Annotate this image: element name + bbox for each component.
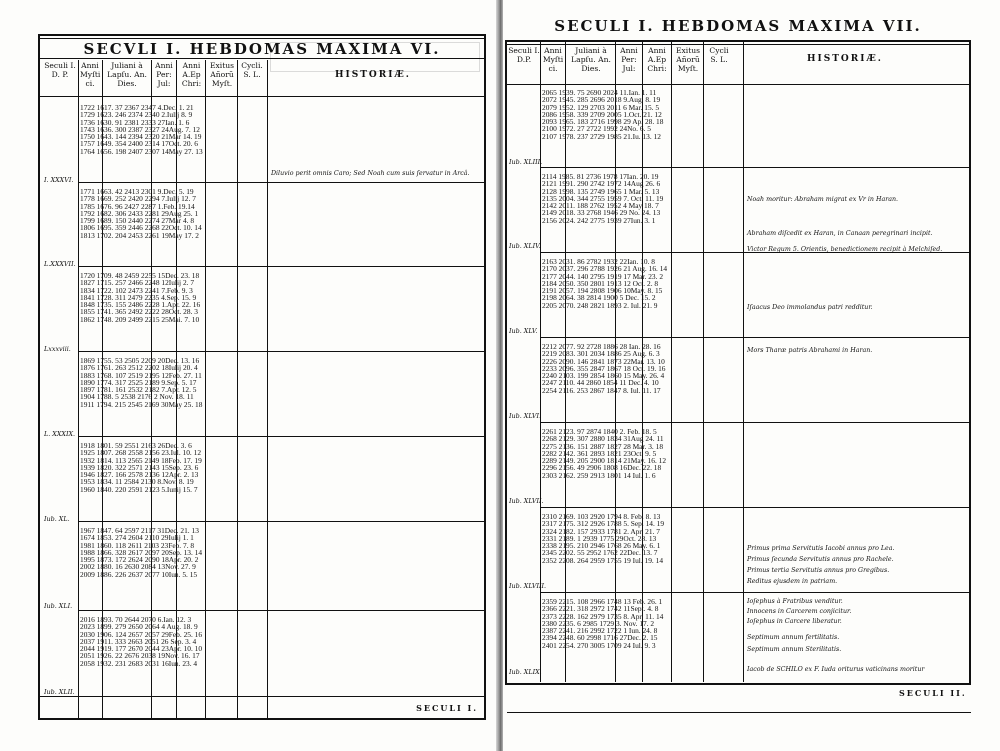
table-row: 2093 1965. 183 2716 1998 29 Ap. 28. 18 bbox=[542, 117, 664, 127]
left-page bbox=[0, 0, 497, 751]
top-rule bbox=[507, 42, 969, 45]
col-header-anni-mystici: Anni Myſti ci. bbox=[542, 46, 564, 73]
header-rule bbox=[40, 96, 484, 97]
table-row: 2289 2149. 205 2900 1814 21May. 16. 12 bbox=[542, 456, 667, 466]
table-row: 2198 2064. 38 2814 1900 5 Dec. 15. 2 bbox=[542, 293, 656, 303]
table-row: 1890 1774. 317 2525 2189 9.Sep. 5. 17 bbox=[80, 377, 197, 387]
table-row: 2226 2090. 146 2841 1873 22Mar. 13. 10 bbox=[542, 356, 665, 366]
group-rule bbox=[540, 252, 969, 253]
group-rule bbox=[78, 521, 484, 522]
history-note: Septimum annum fertilitatis. bbox=[747, 634, 840, 641]
table-row: 2366 2221. 318 2972 1742 11Sept. 4. 8 bbox=[542, 604, 659, 614]
table-row: 2023 1899. 279 2650 2064 4 Aug. 18. 9 bbox=[80, 622, 198, 632]
history-note: Abraham diſcedit ex Haran, in Canaan peregrinari incipit. bbox=[747, 230, 933, 237]
jubilee-label: Iub. XLVI. bbox=[509, 412, 541, 420]
table-row: 1995 1873. 172 2624 2090 18Apr. 20. 2 bbox=[80, 555, 199, 565]
table-row: 2233 2096. 355 2847 1867 18 Oct. 19. 16 bbox=[542, 363, 666, 373]
col-header-exitus: Exitus Añorũ Myſt. bbox=[209, 61, 235, 88]
jubilee-label: Iub. XLVII. bbox=[509, 497, 544, 505]
history-note: Ioſephus in Carcere liberatur. bbox=[747, 618, 842, 625]
col-header-seculi: Seculi I. D. P. bbox=[44, 61, 76, 79]
table-row: 2121 1991. 290 2742 1972 14Aug 26. 6 bbox=[542, 179, 661, 189]
col-divider bbox=[78, 60, 79, 720]
table-row: 1785 1676. 96 2427 2287 1.Feb. 19.14 bbox=[80, 201, 195, 211]
table-row: 2254 2116. 253 2867 1847 8. Iul. 11. 17 bbox=[542, 385, 661, 395]
table-rows bbox=[80, 104, 203, 155]
table-row: 2128 1998. 135 2749 1965 1 Mar. 5. 13 bbox=[542, 186, 660, 196]
col-header-anni-per-jul: Anni Per: Jul: bbox=[620, 46, 638, 73]
table-row: 2282 2142. 361 2893 1821 23Oct. 9. 5 bbox=[542, 448, 657, 458]
table-row: 1792 1682. 306 2433 2281 29Aug 25. 1 bbox=[80, 208, 199, 218]
table-row: 2009 1886. 226 2637 2077 10Iun. 5. 15 bbox=[80, 569, 198, 579]
col-header-exitus: Exitus Añorũ Myſt. bbox=[675, 46, 701, 73]
table-row: 2373 2228. 162 2979 1735 8. Apr. 11. 14 bbox=[542, 611, 664, 621]
jubilee-label: Iub. XLVIII. bbox=[509, 582, 547, 590]
table-row: 2219 2083. 301 2034 1886 25 Aug. 6. 3 bbox=[542, 349, 660, 359]
table-row: 1813 1702. 204 2453 2261 19May 17. 2 bbox=[80, 230, 199, 240]
table-row: 1862 1748. 209 2499 2215 25Mai. 7. 10 bbox=[80, 314, 200, 324]
col-divider bbox=[205, 60, 206, 720]
table-row: 1953 1834. 11 2584 2130 8.Nov. 8. 19 bbox=[80, 477, 194, 487]
historiae-heading: HISTORIÆ. bbox=[807, 54, 883, 64]
table-row: 2401 2254. 270 3005 1709 24 Iul. 9. 3 bbox=[542, 640, 656, 650]
table-row: 1736 1630. 91 2381 2333 27Ian. 1. 6 bbox=[80, 117, 190, 127]
table-row: 2170 2037. 296 2788 1926 21 Aug. 16. 14 bbox=[542, 264, 668, 274]
table-rows bbox=[80, 188, 202, 239]
table-rows bbox=[542, 89, 663, 140]
table-row: 1806 1695. 359 2446 2268 22Oct. 10. 14 bbox=[80, 223, 202, 233]
table-row: 2135 2004. 344 2755 1959 7. Oct. 11. 19 bbox=[542, 193, 664, 203]
table-row: 2002 1880. 16 2630 2084 13Nov. 27. 9 bbox=[80, 562, 196, 572]
history-note: Primus ſecunda Servitutis annus pro Rachele. bbox=[747, 556, 894, 563]
table-row: 1778 1669. 252 2420 2294 7.Iulij 12. 7 bbox=[80, 194, 196, 204]
table-row: 1946 1827. 166 2578 2136 12Apr. 2. 13 bbox=[80, 470, 199, 480]
jubilee-label: L. XXXIX. bbox=[44, 430, 76, 438]
col-header-cycli: Cycli S. L. bbox=[709, 46, 729, 64]
table-row: 1897 1781. 161 2532 2182 7.Apr. 12. 5 bbox=[80, 385, 197, 395]
table-row: 2114 1985. 81 2736 1978 17Ian. 20. 19 bbox=[542, 172, 659, 181]
table-rows bbox=[80, 527, 202, 578]
table-row: 2030 1906. 124 2657 2057 29Feb. 25. 16 bbox=[80, 629, 203, 639]
footer-rule bbox=[40, 696, 484, 697]
table-row: 1848 1735. 155 2486 2228 1.Apr. 22. 16 bbox=[80, 300, 201, 310]
table-row: 1876 1761. 263 2512 2202 18Iulij 20. 4 bbox=[80, 363, 198, 373]
table-rows bbox=[542, 173, 663, 224]
table-row: 1988 1866. 328 2617 2097 20Sep. 13. 14 bbox=[80, 547, 203, 557]
history-note: Reditus ejusdem in patriam. bbox=[747, 578, 838, 585]
history-note: Noah moritur: Abraham migrat ex Vr in Haran. bbox=[747, 196, 899, 203]
col-divider bbox=[671, 42, 672, 682]
table-row: 1764 1656. 198 2407 2307 14May 27. 13 bbox=[80, 146, 203, 156]
col-header-anni-ep-chri: Anni A.Ep Chri: bbox=[181, 61, 202, 88]
table-row: 2324 2182. 157 2933 1781 2. Apr. 21. 7 bbox=[542, 526, 660, 536]
table-row: 2142 2011. 188 2762 1952 4 May 18. 7 bbox=[542, 201, 659, 211]
table-rows bbox=[542, 598, 663, 649]
group-rule bbox=[78, 266, 484, 267]
history-note: Septimum annum Sterilitatis. bbox=[747, 646, 842, 653]
table-row: 2296 2156. 49 2906 1808 16Dec. 22. 18 bbox=[542, 463, 662, 473]
page-title: SECVLI I. HEBDOMAS MAXIMA VI. bbox=[40, 39, 484, 59]
table-row: 1967 1847. 64 2597 2117 31Dec. 21. 13 bbox=[80, 526, 199, 535]
table-row: 1841 1728. 311 2479 2235 4.Sep. 15. 9 bbox=[80, 292, 197, 302]
group-rule bbox=[540, 167, 969, 168]
jubilee-label: I. XXXVI. bbox=[44, 176, 74, 184]
jubilee-label: Iub. XLI. bbox=[44, 602, 73, 610]
table-row: 1827 1715. 257 2466 2248 12Iulij 2. 7 bbox=[80, 278, 195, 288]
col-header-seculi: Seculi I. D.P. bbox=[508, 46, 540, 64]
col-header-juliani: Juliani à Lapſu. An. Dies. bbox=[107, 61, 147, 88]
history-note: Primus tertia Servitutis annus pro Gregibus. bbox=[747, 567, 890, 574]
table-row: 1932 1814. 113 2565 2149 18Feb. 17. 19 bbox=[80, 455, 202, 465]
table-row: 2317 2175. 312 2926 1788 5. Sep. 14. 19 bbox=[542, 519, 665, 529]
table-row: 2177 2044. 140 2795 1919 17 Mar. 23. 2 bbox=[542, 271, 664, 281]
table-row: 2380 2235. 6 2985 1729 3. Nov. 17. 2 bbox=[542, 618, 655, 628]
group-rule bbox=[78, 182, 484, 183]
table-row: 1911 1794. 215 2545 2169 30May 25. 18 bbox=[80, 399, 203, 409]
group-rule bbox=[78, 351, 484, 352]
bottom-rule bbox=[507, 712, 971, 713]
table-row: 2352 2208. 264 2959 1755 19 Iul. 19. 14 bbox=[542, 555, 664, 565]
table-row: 2212 2077. 92 2728 1886 28 Ian. 28. 16 bbox=[542, 342, 661, 351]
table-row: 1883 1768. 107 2519 2195 12Feb. 27. 11 bbox=[80, 370, 202, 380]
table-row: 2184 2050. 350 2801 1913 12 Oct. 2. 8 bbox=[542, 278, 659, 288]
jubilee-label: Lxxxviii. bbox=[44, 345, 71, 353]
col-header-juliani: Juliani à Lapſu. An. Dies. bbox=[571, 46, 611, 73]
table-row: 2044 1919. 177 2670 2044 23Apr. 10. 10 bbox=[80, 644, 203, 654]
table-row: 2240 2103. 199 2854 1860 15 May. 26. 4 bbox=[542, 371, 665, 381]
jubilee-label: Iub. XLII. bbox=[44, 688, 75, 696]
table-row: 1722 1617. 37 2367 2347 4.Dec. 1. 21 bbox=[80, 103, 194, 112]
table-row: 1750 1643. 144 2394 2320 21Mar 14. 19 bbox=[80, 132, 202, 142]
page-footer: SECULI II. bbox=[899, 688, 967, 698]
table-row: 2268 2129. 307 2880 1834 31Aug 24. 11 bbox=[542, 434, 664, 444]
right-table-frame bbox=[505, 17, 971, 685]
table-row: 1869 1755. 53 2505 2209 20Dec. 13. 16 bbox=[80, 356, 200, 365]
col-header-anni-per-jul: Anni Per: Jul: bbox=[155, 61, 173, 88]
table-rows bbox=[80, 616, 202, 667]
table-rows bbox=[542, 513, 664, 564]
table-row: 2191 2057. 194 2808 1906 10May. 8. 15 bbox=[542, 286, 663, 296]
history-note: Iſaacus Deo immolandus patri redditur. bbox=[747, 304, 873, 311]
table-rows bbox=[80, 272, 200, 323]
jubilee-label: Iub. XL. bbox=[44, 515, 70, 523]
table-row: 1799 1689. 150 2440 2274 27Mar 4. 8 bbox=[80, 216, 195, 226]
table-rows bbox=[542, 343, 665, 394]
col-divider bbox=[267, 60, 268, 720]
jubilee-label: Iub. XLIX. bbox=[509, 668, 542, 676]
table-row: 1918 1801. 59 2551 2163 26Dec. 3. 6 bbox=[80, 441, 192, 450]
group-rule bbox=[78, 436, 484, 437]
col-divider bbox=[743, 42, 744, 682]
table-row: 2338 2195. 210 2946 1768 26 May. 6. 1 bbox=[542, 541, 661, 551]
table-row: 2303 2162. 259 2913 1801 14 Iul. 1. 6 bbox=[542, 470, 656, 480]
table-row: 2079 1952. 129 2703 2011 6 Mar. 15. 5 bbox=[542, 102, 660, 112]
table-row: 1939 1820. 322 2571 2143 15Sep. 23. 6 bbox=[80, 462, 199, 472]
table-row: 2394 2248. 60 2998 1716 27Dec. 2. 15 bbox=[542, 633, 658, 643]
right-page bbox=[503, 0, 1000, 751]
table-rows bbox=[542, 428, 666, 479]
table-row: 2100 1972. 27 2722 1992 24No. 6. 5 bbox=[542, 124, 651, 134]
table-rows bbox=[80, 357, 202, 408]
history-note: Iacob de SCHILO ex F. Iuda oriturus vaticinans moritur bbox=[747, 666, 925, 673]
table-rows bbox=[542, 258, 667, 309]
history-note: Ioſephus à Fratribus venditur. bbox=[747, 598, 843, 605]
table-row: 1674 1853. 274 2604 2110 29Iulij 1. 1 bbox=[80, 533, 194, 543]
table-row: 1960 1840. 220 2591 2123 5.Iunij 15. 7 bbox=[80, 484, 198, 494]
history-note: Primus prima Servitutis Iacobi annus pro Lea. bbox=[747, 545, 895, 552]
jubilee-label: Iub. XLIV. bbox=[509, 242, 541, 250]
jubilee-label: Iub. XLV. bbox=[509, 327, 538, 335]
history-note: Diluvio perit omnis Caro; Sed Noah cum suis ſervatur in Arcâ. bbox=[271, 170, 470, 177]
table-row: 2331 2189. 1 2939 1775 29Oct. 28. 13 bbox=[542, 533, 657, 543]
page-title: SECULI I. HEBDOMAS MAXIMA VII. bbox=[554, 17, 922, 35]
table-row: 1729 1623. 246 2374 2340 2.Iulij 8. 9 bbox=[80, 110, 193, 120]
left-table-frame bbox=[38, 34, 486, 720]
table-row: 1720 1709. 48 2459 2255 15Dec. 23. 18 bbox=[80, 271, 200, 280]
table-row: 2149 2018. 33 2768 1946 29 No. 24. 13 bbox=[542, 208, 661, 218]
table-row: 2359 2215. 108 2966 1748 13 Feb. 26. 1 bbox=[542, 597, 663, 606]
table-row: 2072 1945. 285 2696 2018 9.Aug. 8. 19 bbox=[542, 95, 661, 105]
table-row: 2086 1958. 339 2709 2005 1.Oct. 21. 12 bbox=[542, 109, 662, 119]
col-header-anni-mystici: Anni Myſti ci. bbox=[80, 61, 101, 88]
table-row: 2261 2123. 97 2874 1840 2. Feb. 18. 5 bbox=[542, 427, 657, 436]
group-rule bbox=[540, 337, 969, 338]
table-row: 2163 2031. 86 2782 1932 22Ian. 10. 8 bbox=[542, 257, 655, 266]
col-divider bbox=[237, 60, 238, 720]
table-row: 2065 1939. 75 2690 2024 11.Ian. 1. 11 bbox=[542, 88, 657, 97]
header-rule bbox=[507, 84, 969, 85]
table-row: 2205 2070. 248 2821 1893 2. Iul. 21. 9 bbox=[542, 300, 658, 310]
table-row: 2275 2136. 151 2887 1827 28 Mar. 3. 18 bbox=[542, 441, 664, 451]
table-row: 2107 1978. 237 2729 1985 21.Iu. 13. 12 bbox=[542, 131, 661, 141]
table-row: 2247 2110. 44 2860 1854 11 Dec. 4. 10 bbox=[542, 378, 659, 388]
table-row: 1771 1663. 42 2413 2301 9.Dec. 5. 19 bbox=[80, 187, 194, 196]
group-rule bbox=[540, 507, 969, 508]
historiae-heading: HISTORIÆ. bbox=[335, 70, 411, 80]
col-divider bbox=[703, 42, 704, 682]
table-row: 2345 2202. 55 2952 1762 22Dec. 13. 7 bbox=[542, 548, 658, 558]
history-note: Mors Tharæ patris Abrahami in Haran. bbox=[747, 347, 873, 354]
table-row: 1855 1741. 365 2492 2222 28Oct. 28. 3 bbox=[80, 307, 198, 317]
table-row: 2387 2241. 216 2992 1722 1 Iun. 24. 8 bbox=[542, 626, 658, 636]
col-header-cycli: Cycli. S. L. bbox=[241, 61, 263, 79]
table-row: 1834 1722. 102 2473 2241 7.Feb. 9. 3 bbox=[80, 285, 193, 295]
table-row: 2156 2024. 242 2775 1939 27Iun. 3. 1 bbox=[542, 215, 656, 225]
table-rows bbox=[80, 442, 202, 493]
table-row: 2037 1911. 333 2663 2051 26 Sep. 3. 4 bbox=[80, 636, 197, 646]
group-rule bbox=[78, 610, 484, 611]
group-rule bbox=[540, 422, 969, 423]
table-row: 2051 1926. 22 2676 2038 19Nov. 16. 17 bbox=[80, 651, 200, 661]
history-note: Innocens in Carcerem conjicitur. bbox=[747, 608, 852, 615]
history-note: Victor Regum 5. Orientis, benedictionem recipit à Melchiſed. bbox=[747, 246, 943, 253]
jubilee-label: L.XXXVII. bbox=[44, 260, 76, 268]
table-row: 1925 1807. 268 2558 2156 23.Iul. 10. 12 bbox=[80, 448, 202, 458]
table-row: 1981 1860. 118 2611 2103 23Feb. 7. 8 bbox=[80, 540, 195, 550]
page-footer: SECULI I. bbox=[416, 703, 478, 713]
table-row: 1757 1649. 354 2400 2314 17Oct. 20. 6 bbox=[80, 139, 198, 149]
table-row: 2058 1932. 231 2683 2031 16Iun. 23. 4 bbox=[80, 658, 198, 668]
jubilee-label: Iub. XLIII. bbox=[509, 158, 543, 166]
table-row: 1743 1636. 300 2387 2327 24Aug. 7. 12 bbox=[80, 124, 200, 134]
table-row: 2310 2169. 103 2920 1794 8. Feb. 8. 13 bbox=[542, 512, 661, 521]
table-row: 2016 1893. 70 2644 2070 6.Ian. 12. 3 bbox=[80, 615, 192, 624]
group-rule bbox=[540, 592, 969, 593]
col-header-anni-ep-chri: Anni A.Ep Chri: bbox=[647, 46, 667, 73]
table-row: 1904 1788. 5 2538 2176 2 Nov. 18. 11 bbox=[80, 392, 194, 402]
